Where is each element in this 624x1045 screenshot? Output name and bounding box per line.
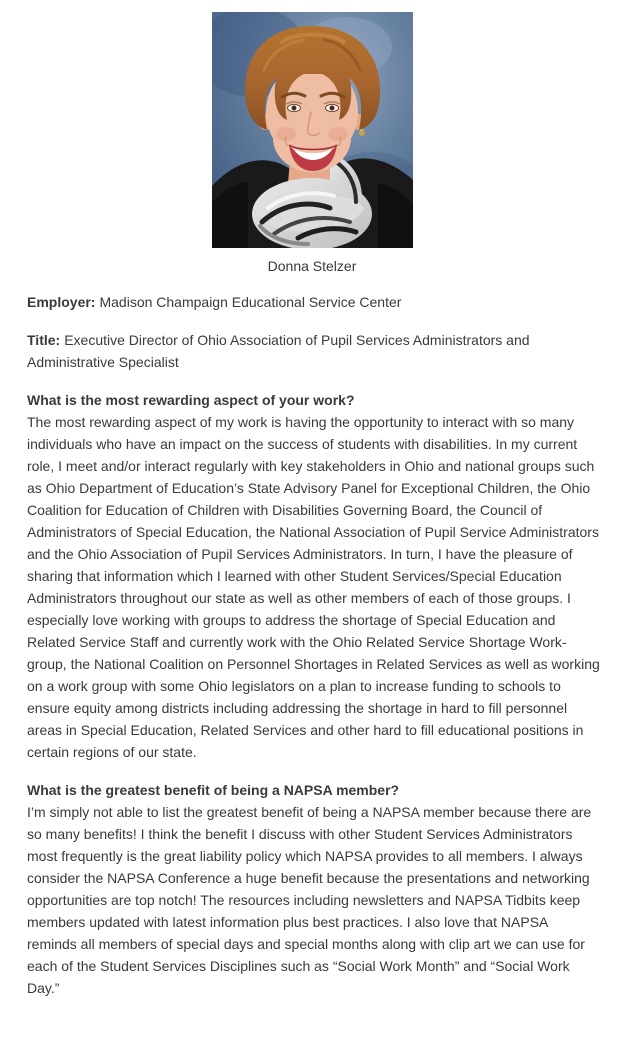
article-body bbox=[0, 291, 624, 1045]
answer-rewarding-aspect: The most rewarding aspect of my work is having the opportunity to interact with so many individuals who have an impact on the success of students with disabilities. In my current role, I meet and/or interact regularly with key stakeholders in Ohio and national groups such as Ohio Department of Education’s State Advisory Panel for Exceptional Children, the Ohio Coalition for Education of Children with Disabilities Governing Board, the Council of Administrators of Special Education, the National Association of Pupil Service Administrators and the Ohio Association of Pupil Services Administrators. In turn, I have the pleasure of sharing that information which I learned with other Student Services/Special Education Administrators throughout our state as well as other members of each of those groups. I especially love working with groups to address the shortage of Special Education and Related Service Staff and currently work with the Ohio Related Service Shortage Work-group, the National Coalition on Personnel Shortages in Related Services as well as working on a work group with some Ohio legislators on a plan to increase funding to schools to ensure equity among districts including addressing the shortage in hard to fill personnel areas in Special Education, Related Services and other hard to fill educational positions in certain regions of our state. bbox=[27, 414, 600, 760]
title-row bbox=[27, 329, 600, 373]
qa-block-rewarding-aspect bbox=[27, 389, 600, 763]
employer-value: Madison Champaign Educational Service Center bbox=[99, 294, 402, 310]
portrait-photo bbox=[212, 12, 413, 248]
title-label: Title: bbox=[27, 332, 61, 348]
question-napsa-benefit: What is the greatest benefit of being a NAPSA member? bbox=[27, 782, 400, 798]
photo-caption: Donna Stelzer bbox=[267, 258, 357, 274]
employer-row bbox=[27, 291, 600, 313]
photo-container bbox=[0, 0, 624, 248]
title-value: Executive Director of Ohio Association of Pupil Services Administrators and Administrative Specialist bbox=[27, 332, 530, 370]
answer-napsa-benefit: I’m simply not able to list the greatest benefit of being a NAPSA member because there are so many benefits! I think the benefit I discuss with other Student Services Administrators most frequently is the great liability policy which NAPSA provides to all members. I always consider the NAPSA Conference a huge benefit because the presentations and networking opportunities are top notch! The resources including newsletters and NAPSA Tidbits keep members updated with latest information plus best practices. I also love that NAPSA reminds all members of special days and special months along with clip art we can use for each of the Student Services Disciplines such as “Social Work Month” and “Social Work Day.” bbox=[27, 804, 592, 996]
employer-label: Employer: bbox=[27, 294, 96, 310]
question-rewarding-aspect: What is the most rewarding aspect of your work? bbox=[27, 392, 355, 408]
qa-block-napsa-benefit bbox=[27, 779, 600, 999]
